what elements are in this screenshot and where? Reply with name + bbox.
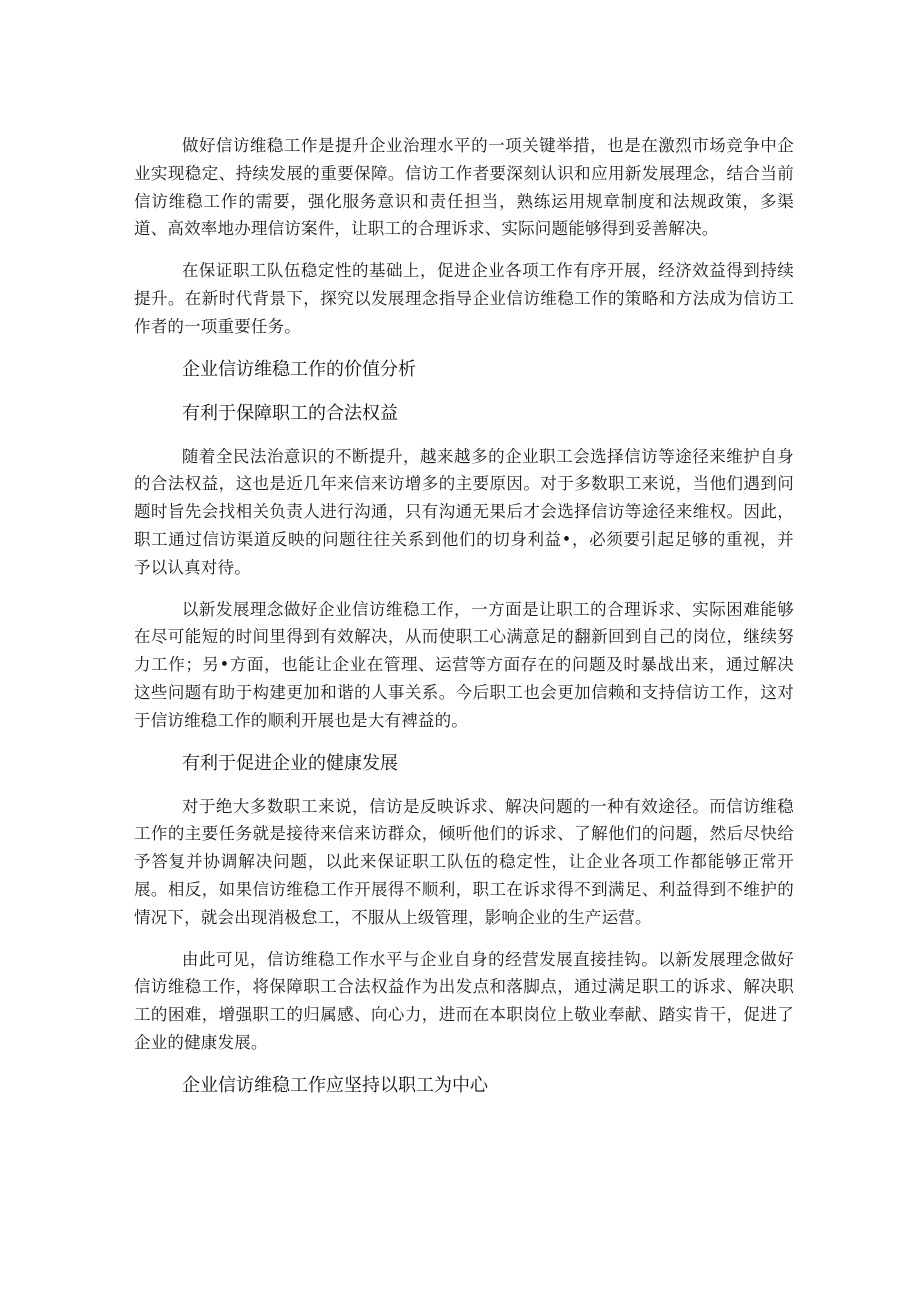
subheading-protect-rights: 有利于保障职工的合法权益 xyxy=(182,402,398,424)
paragraph-rights-1: 随着全民法治意识的不断提升，越来越多的企业职工会选择信访等途径来维护自身的合法权益，这也是近几年来信来访增多的主要原因。对于多数职工来说，当他们遇到问题时旨先会找相关负责人进行沟通，只有沟通无果后才会选择信访等途径来维权。因此，职工通过信访渠道反映的问题往往关系到他们的切身利益•，必须要引起足够的重视，并予以认真对待。 xyxy=(134,446,794,577)
paragraph-rights-2: 以新发展理念做好企业信访维稳工作，一方面是让职工的合理诉求、实际困难能够在尽可能短的时间里得到有效解决，从而使职工心满意足的翻新回到自己的岗位，继续努力工作；另•方面，也能让企业在管理、运营等方面存在的问题及时暴战出来，通过解决这些问题有助于构建更加和谐的人事关系。今后职工也会更加信赖和支持信访工作，这对于信访维稳工作的顺利开展也是大有裨益的。 xyxy=(134,599,794,730)
paragraph-development-2: 由此可见，信访维稳工作水平与企业自身的经营发展直接挂钩。以新发展理念做好信访维稳工作，将保障职工合法权益作为出发点和落脚点，通过满足职工的诉求、解决职工的困难，增强职工的归属感、向心力，进而在本职岗位上敬业奉献、踏实肯干，促进了企业的健康发展。 xyxy=(134,949,794,1052)
document-page xyxy=(134,132,794,1115)
section-heading-worker-centered: 企业信访维稳工作应坚持以职工为中心 xyxy=(182,1074,488,1096)
subheading-healthy-development: 有利于促进企业的健康发展 xyxy=(182,752,398,774)
paragraph-intro: 做好信访维稳工作是提升企业治理水平的一项关键举措，也是在激烈市场竞争中企业实现稳定、持续发展的重要保障。信访工作者要深刻认识和应用新发展理念，结合当前信访维稳工作的需要，强化服务意识和责任担当，熟练运用规章制度和法规政策，多渠道、高效率地办理信访案件，让职工的合理诉求、实际问题能够得到妥善解决。 xyxy=(134,136,794,239)
paragraph-background: 在保证职工队伍稳定性的基础上，促进企业各项工作有序开展，经济效益得到持续提升。在新时代背景下，探究以发展理念指导企业信访维稳工作的策略和方法成为信访工作者的一项重要任务。 xyxy=(134,261,794,336)
section-heading-value-analysis: 企业信访维稳工作的价值分析 xyxy=(182,358,416,380)
paragraph-development-1: 对于绝大多数职工来说，信访是反映诉求、解决问题的一种有效途径。而信访维稳工作的主要任务就是接待来信来访群众，倾听他们的诉求、了解他们的问题，然后尽快给予答复并协调解决问题，以此来保证职工队伍的稳定性，让企业各项工作都能够正常开展。相反，如果信访维稳工作开展得不顺利，职工在诉求得不到满足、利益得到不维护的情况下，就会出现消极怠工，不服从上级管理，影响企业的生产运营。 xyxy=(134,796,794,927)
